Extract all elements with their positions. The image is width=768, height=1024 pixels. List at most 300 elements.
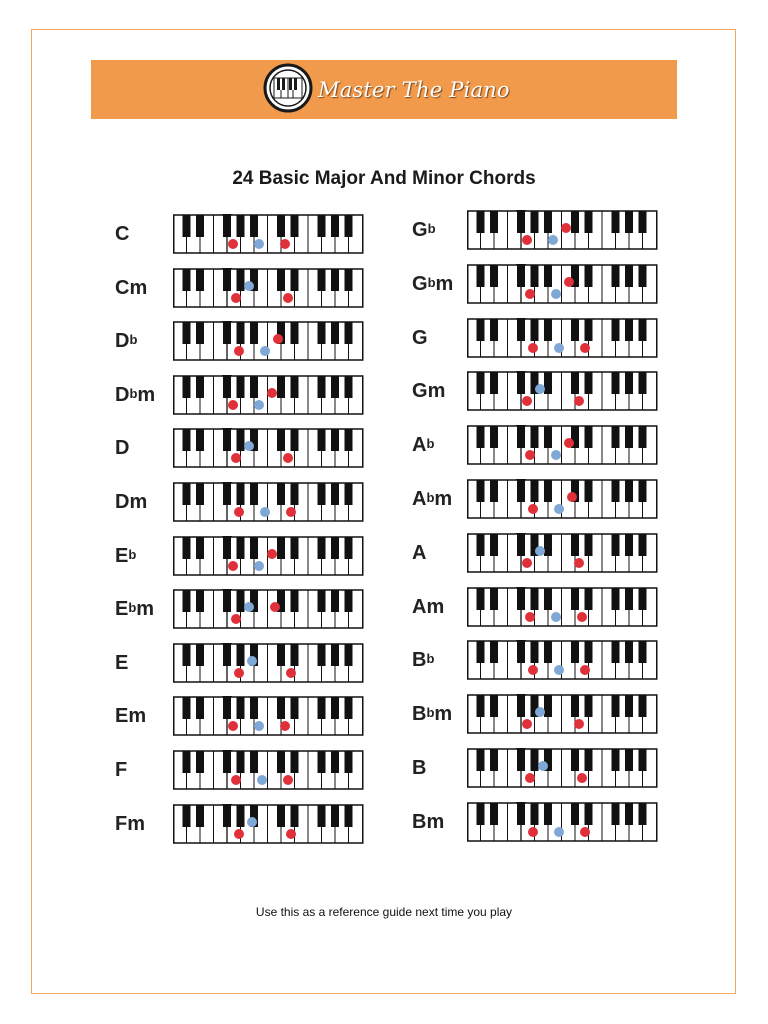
black-key	[345, 429, 353, 451]
blue-note-dot	[260, 507, 270, 517]
chord-label	[115, 812, 145, 836]
black-key	[625, 480, 633, 502]
black-key	[291, 805, 299, 827]
piano-keyboard-diagram	[467, 587, 656, 627]
black-key	[625, 426, 633, 448]
black-key	[331, 751, 339, 773]
black-key	[585, 211, 593, 233]
red-note-dot	[267, 388, 277, 398]
black-key	[531, 319, 539, 341]
chord-quality: m	[129, 491, 148, 513]
black-key	[250, 697, 258, 719]
chord-root: E	[115, 705, 129, 728]
black-key	[639, 426, 647, 448]
blue-note-dot	[254, 400, 264, 410]
red-note-dot	[561, 223, 571, 233]
black-key	[345, 269, 353, 291]
black-key	[291, 429, 299, 451]
black-key	[318, 376, 326, 398]
black-key	[531, 641, 539, 663]
piano-keyboard-diagram	[467, 210, 656, 250]
red-note-dot	[280, 721, 290, 731]
black-key	[277, 697, 285, 719]
red-note-dot	[234, 346, 244, 356]
black-key	[490, 641, 498, 663]
black-key	[345, 537, 353, 559]
red-note-dot	[528, 827, 538, 837]
black-key	[612, 211, 620, 233]
black-key	[544, 588, 552, 610]
chord-root: A	[412, 434, 427, 457]
black-key	[531, 588, 539, 610]
chord-label	[412, 648, 434, 674]
black-key	[291, 483, 299, 505]
black-key	[625, 803, 633, 825]
black-key	[183, 751, 191, 773]
chord-quality: m	[136, 598, 155, 621]
black-key	[183, 483, 191, 505]
chord-accidental: b	[427, 274, 436, 290]
black-key	[291, 537, 299, 559]
black-key	[331, 805, 339, 827]
black-key	[490, 803, 498, 825]
red-note-dot	[270, 602, 280, 612]
red-note-dot	[580, 665, 590, 675]
black-key	[477, 211, 485, 233]
blue-note-dot	[244, 441, 254, 451]
chord-root: D	[115, 491, 130, 513]
black-key	[544, 211, 552, 233]
black-key	[277, 269, 285, 291]
chord-root: G	[412, 219, 428, 241]
black-key	[585, 426, 593, 448]
red-note-dot	[231, 453, 241, 463]
black-key	[237, 590, 245, 612]
black-key	[250, 215, 258, 237]
black-key	[237, 376, 245, 398]
blue-note-dot	[554, 504, 564, 514]
red-note-dot	[577, 612, 587, 622]
black-key	[183, 322, 191, 344]
piano-keyboard-diagram	[467, 479, 656, 519]
chord-label	[115, 704, 146, 728]
black-key	[196, 215, 204, 237]
red-note-dot	[525, 773, 535, 783]
chord-label	[115, 276, 147, 300]
black-key	[183, 590, 191, 612]
chord-label	[115, 383, 155, 409]
black-key	[331, 483, 339, 505]
blue-note-dot	[551, 612, 561, 622]
piano-keyboard-diagram	[467, 371, 656, 411]
black-key	[277, 537, 285, 559]
black-key	[571, 695, 579, 717]
black-key	[331, 429, 339, 451]
black-key	[625, 749, 633, 771]
red-note-dot	[286, 668, 296, 678]
piano-keyboard-diagram	[173, 804, 362, 844]
piano-keyboard-diagram	[467, 802, 656, 842]
black-key	[196, 269, 204, 291]
chord-label	[115, 329, 137, 355]
black-key	[531, 749, 539, 771]
black-key	[612, 426, 620, 448]
chord-root: C	[115, 276, 130, 299]
piano-keyboard-diagram	[173, 750, 362, 790]
black-key	[544, 641, 552, 663]
black-key	[277, 215, 285, 237]
chord-quality: m	[435, 272, 454, 295]
black-key	[250, 483, 258, 505]
piano-keyboard-diagram	[467, 425, 656, 465]
black-key	[196, 322, 204, 344]
black-key	[544, 426, 552, 448]
black-key	[490, 319, 498, 341]
black-key	[639, 480, 647, 502]
blue-note-dot	[548, 235, 558, 245]
black-key	[625, 588, 633, 610]
chord-label	[412, 541, 426, 565]
black-key	[477, 695, 485, 717]
black-key	[639, 211, 647, 233]
black-key	[585, 480, 593, 502]
chord-label	[412, 433, 434, 459]
black-key	[612, 480, 620, 502]
black-key	[477, 641, 485, 663]
chord-quality: m	[427, 380, 446, 403]
piano-keyboard-diagram	[173, 214, 362, 254]
blue-note-dot	[254, 239, 264, 249]
black-key	[612, 695, 620, 717]
black-key	[625, 211, 633, 233]
chord-label	[115, 436, 129, 460]
black-key	[183, 644, 191, 666]
black-key	[477, 265, 485, 287]
black-key	[571, 319, 579, 341]
black-key	[196, 697, 204, 719]
black-key	[585, 265, 593, 287]
red-note-dot	[577, 773, 587, 783]
footer-note: Use this as a reference guide next time you play	[255, 905, 513, 919]
black-key	[612, 372, 620, 394]
chord-accidental: b	[129, 385, 138, 401]
black-key	[237, 697, 245, 719]
piano-keyboard-diagram	[467, 748, 656, 788]
red-note-dot	[567, 492, 577, 502]
chord-label	[115, 490, 147, 514]
black-key	[318, 429, 326, 451]
black-key	[318, 269, 326, 291]
black-key	[544, 534, 552, 556]
blue-note-dot	[254, 561, 264, 571]
black-key	[544, 372, 552, 394]
piano-keyboard-diagram	[467, 533, 656, 573]
black-key	[571, 588, 579, 610]
red-note-dot	[522, 235, 532, 245]
chord-label	[115, 758, 127, 782]
chord-root: B	[412, 703, 427, 726]
chord-root: F	[115, 759, 128, 781]
black-key	[477, 372, 485, 394]
black-key	[571, 211, 579, 233]
red-note-dot	[580, 827, 590, 837]
black-key	[490, 265, 498, 287]
black-key	[345, 644, 353, 666]
chord-root: G	[412, 380, 428, 403]
red-note-dot	[580, 343, 590, 353]
black-key	[331, 376, 339, 398]
black-key	[585, 641, 593, 663]
black-key	[277, 751, 285, 773]
piano-keyboard-diagram	[173, 482, 362, 522]
black-key	[612, 749, 620, 771]
black-key	[318, 751, 326, 773]
chord-label	[412, 326, 428, 350]
chord-root: D	[115, 383, 130, 406]
black-key	[531, 211, 539, 233]
blue-note-dot	[244, 281, 254, 291]
chord-root: D	[115, 330, 130, 353]
chord-label	[412, 379, 445, 403]
red-note-dot	[231, 775, 241, 785]
red-note-dot	[525, 289, 535, 299]
black-key	[490, 695, 498, 717]
black-key	[639, 749, 647, 771]
black-key	[612, 803, 620, 825]
red-note-dot	[234, 507, 244, 517]
black-key	[277, 483, 285, 505]
black-key	[639, 372, 647, 394]
black-key	[625, 265, 633, 287]
black-key	[571, 534, 579, 556]
black-key	[331, 215, 339, 237]
black-key	[237, 483, 245, 505]
black-key	[345, 751, 353, 773]
black-key	[331, 269, 339, 291]
chord-label	[115, 544, 136, 570]
red-note-dot	[228, 561, 238, 571]
piano-keyboard-diagram	[467, 694, 656, 734]
red-note-dot	[522, 396, 532, 406]
black-key	[490, 749, 498, 771]
black-key	[477, 426, 485, 448]
black-key	[531, 265, 539, 287]
piano-keyboard-diagram	[173, 321, 362, 361]
red-note-dot	[273, 334, 283, 344]
black-key	[196, 376, 204, 398]
black-key	[331, 590, 339, 612]
black-key	[585, 695, 593, 717]
chord-accidental: b	[426, 705, 435, 721]
black-key	[183, 805, 191, 827]
black-key	[345, 322, 353, 344]
red-note-dot	[228, 721, 238, 731]
chord-quality: m	[434, 488, 453, 510]
black-key	[250, 751, 258, 773]
black-key	[585, 319, 593, 341]
chord-root: A	[412, 488, 427, 510]
black-key	[477, 803, 485, 825]
black-key	[196, 805, 204, 827]
piano-keyboard-diagram	[173, 696, 362, 736]
red-note-dot	[228, 400, 238, 410]
blue-note-dot	[551, 289, 561, 299]
black-key	[477, 749, 485, 771]
black-key	[345, 590, 353, 612]
black-key	[331, 322, 339, 344]
black-key	[183, 697, 191, 719]
red-note-dot	[522, 558, 532, 568]
black-key	[318, 805, 326, 827]
chord-label	[412, 702, 452, 728]
chord-accidental: b	[427, 221, 436, 236]
black-key	[612, 319, 620, 341]
black-key	[183, 429, 191, 451]
black-key	[585, 588, 593, 610]
black-key	[318, 215, 326, 237]
black-key	[291, 697, 299, 719]
black-key	[612, 588, 620, 610]
black-key	[196, 429, 204, 451]
black-key	[237, 215, 245, 237]
red-note-dot	[234, 668, 244, 678]
black-key	[237, 644, 245, 666]
black-key	[544, 480, 552, 502]
black-key	[585, 749, 593, 771]
chord-accidental: b	[128, 546, 137, 562]
black-key	[639, 803, 647, 825]
black-key	[544, 803, 552, 825]
chord-quality: m	[426, 810, 445, 833]
black-key	[490, 588, 498, 610]
chord-root: E	[115, 544, 129, 567]
red-note-dot	[283, 453, 293, 463]
red-note-dot	[228, 239, 238, 249]
chord-label	[412, 810, 444, 834]
chord-accidental: b	[426, 436, 435, 452]
black-key	[237, 269, 245, 291]
red-note-dot	[528, 665, 538, 675]
red-note-dot	[574, 719, 584, 729]
chord-root: E	[115, 598, 129, 621]
piano-keyboard-diagram	[467, 318, 656, 358]
black-key	[250, 537, 258, 559]
black-key	[544, 265, 552, 287]
piano-keyboard-diagram	[467, 640, 656, 680]
black-key	[291, 322, 299, 344]
black-key	[490, 211, 498, 233]
chord-accidental: b	[426, 651, 435, 667]
blue-note-dot	[551, 450, 561, 460]
black-key	[585, 534, 593, 556]
chord-root: C	[115, 223, 130, 245]
blue-note-dot	[554, 827, 564, 837]
blue-note-dot	[254, 721, 264, 731]
black-key	[331, 537, 339, 559]
blue-note-dot	[554, 343, 564, 353]
black-key	[625, 534, 633, 556]
chord-root: B	[412, 649, 427, 672]
black-key	[277, 376, 285, 398]
black-key	[237, 805, 245, 827]
red-note-dot	[234, 829, 244, 839]
red-note-dot	[267, 549, 277, 559]
black-key	[612, 534, 620, 556]
piano-keyboard-diagram	[173, 643, 362, 683]
red-note-dot	[283, 293, 293, 303]
red-note-dot	[522, 719, 532, 729]
black-key	[237, 751, 245, 773]
chord-root: G	[412, 272, 428, 295]
chord-label	[115, 597, 154, 623]
chord-quality: m	[127, 812, 146, 835]
chord-quality: m	[426, 595, 445, 618]
chord-quality: m	[137, 383, 156, 406]
black-key	[291, 644, 299, 666]
black-key	[331, 644, 339, 666]
red-note-dot	[525, 612, 535, 622]
blue-note-dot	[247, 817, 257, 827]
black-key	[639, 641, 647, 663]
black-key	[345, 805, 353, 827]
black-key	[531, 480, 539, 502]
chord-root: G	[412, 326, 428, 349]
black-key	[196, 483, 204, 505]
piano-keyboard-diagram	[467, 264, 656, 304]
red-note-dot	[525, 450, 535, 460]
brand-name: Master The Piano	[318, 78, 510, 102]
red-note-dot	[528, 343, 538, 353]
chord-label	[412, 595, 444, 619]
piano-keyboard-diagram	[173, 268, 362, 308]
black-key	[183, 215, 191, 237]
chord-root: B	[412, 757, 427, 779]
red-note-dot	[528, 504, 538, 514]
chord-accidental: b	[128, 600, 137, 616]
chord-quality: m	[434, 703, 453, 726]
black-key	[277, 805, 285, 827]
black-key	[237, 537, 245, 559]
red-note-dot	[280, 239, 290, 249]
blue-note-dot	[244, 602, 254, 612]
black-key	[277, 429, 285, 451]
black-key	[612, 641, 620, 663]
black-key	[196, 537, 204, 559]
blue-note-dot	[535, 707, 545, 717]
black-key	[318, 322, 326, 344]
chord-root: E	[115, 651, 129, 674]
black-key	[531, 426, 539, 448]
chord-root: B	[412, 810, 427, 833]
black-key	[571, 803, 579, 825]
black-key	[237, 322, 245, 344]
chord-quality: m	[129, 276, 148, 299]
black-key	[291, 751, 299, 773]
black-key	[571, 372, 579, 394]
black-key	[345, 376, 353, 398]
chord-root: A	[412, 595, 427, 618]
chord-root: A	[412, 541, 427, 564]
black-key	[318, 697, 326, 719]
chord-accidental: b	[129, 332, 138, 348]
blue-note-dot	[554, 665, 564, 675]
blue-note-dot	[535, 384, 545, 394]
blue-note-dot	[535, 546, 545, 556]
black-key	[318, 644, 326, 666]
black-key	[477, 588, 485, 610]
black-key	[345, 483, 353, 505]
black-key	[477, 534, 485, 556]
